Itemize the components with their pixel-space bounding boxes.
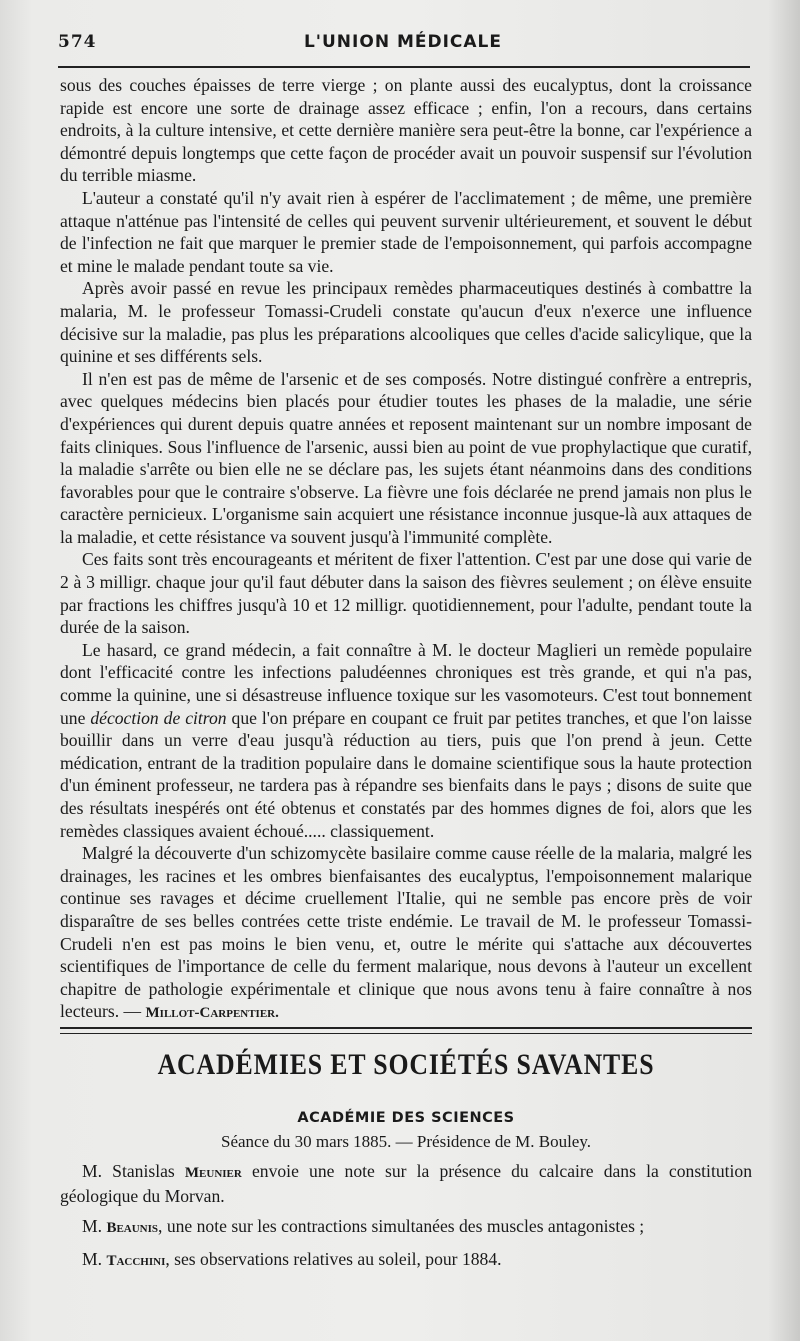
subsection-title: ACADÉMIE DES SCIENCES — [297, 1110, 515, 1126]
paragraph — [60, 277, 752, 367]
text-run: M. Stanislas — [82, 1161, 185, 1181]
text-run: Malgré la découverte d'un schizomycète basilaire comme cause réelle de la malaria, malgré les drainages, les racines et les ombres bienfaisantes des eucalyptus, l'empoisonnement malarique continue ses ravages et décime cruellement l'Italie, qui ne semble pas encore près de voir disparaître de ses belles contrées cette triste endémie. Le travail de M. le professeur Tomassi-Crudeli n'en est pas moins le bien venu, et, outre le mérite qui s'attache aux découvertes scientifiques de l'importance de celle du ferment malarique, nous devons à l'auteur un excellent chapitre de pathologie expérimentale et clinique que nous avons tenu à faire connaître à nos lecteurs. — — [60, 843, 752, 1022]
text-run: sous des couches épaisses de terre vierge ; on plante aussi des eucalyptus, dont la croissance rapide est encore une sorte de drainage assez efficace ; enfin, l'on a recours, dans certains endroits, à la culture intensive, et cette dernière manière sera peut-être la bonne, car l'expérience a démontré depuis longtemps que cette façon de procéder avait un pouvoir suspensif sur l'évolution du terrible miasme. — [60, 75, 752, 186]
paragraph — [60, 187, 752, 277]
smallcaps-name: Meunier — [184, 1165, 242, 1181]
paragraph — [60, 74, 752, 187]
article-body — [60, 74, 752, 1025]
session-line: Séance du 30 mars 1885. — Présidence de M. Bouley. — [221, 1132, 591, 1151]
text-run: Ces faits sont très encourageants et méritent de fixer l'attention. C'est par une dose qui varie de 2 à 3 milligr. chaque jour qu'il faut débuter dans la saison des fièvres seulement ; on élève ensuite par fractions les chiffres jusqu'à 10 et 12 milligr. quotidiennement, pour l'adulte, pendant toute la durée de la saison. — [60, 549, 752, 638]
text-run: M. — [82, 1216, 107, 1237]
paragraph — [60, 639, 752, 842]
page-number: 574 — [58, 32, 97, 52]
paragraph — [60, 1160, 752, 1207]
text-run: L'auteur a constaté qu'il n'y avait rien à espérer de l'acclimatement ; de même, une première attaque n'atténue pas l'intensité de celles qui peuvent survenir ultérieurement, et souvent le début de l'infection ne fait que marquer le premier stade de l'empoisonnement, qui parfois accompagne et mine le malade pendant toute sa vie. — [60, 187, 752, 276]
paragraph — [60, 842, 752, 1025]
text-run: que l'on prépare en coupant ce fruit par petites tranches, et que l'on laisse bouillir dans un verre d'eau jusqu'à réduction au tiers, puis que l'on prend à jeun. Cette médication, entrant de la tradition populaire dans le domaine scientifique sous la haute protection d'un éminent professeur, ne tardera pas à répandre ses bienfaits dans le pays ; disons de suite que des résultats inespérés ont été obtenus et constatés par des hommes dignes de foi, alors que les remèdes classiques avaient échoué..... classiquement. — [60, 707, 752, 841]
text-run: Le hasard, ce grand médecin, a fait connaître à M. le docteur Maglieri un remède populaire dont l'efficacité contre les infections paludéennes chroniques est très grande, et qui n'a pas, comme la quinine, une si désastreuse influence toxique sur les vasomoteurs. C'est tout bonnement une — [60, 639, 752, 728]
text-run: M. — [82, 1248, 107, 1269]
smallcaps-name: Beaunis — [106, 1220, 159, 1237]
smallcaps-name: Tacchini — [106, 1252, 166, 1269]
running-title: L'UNION MÉDICALE — [303, 32, 503, 52]
paragraph — [60, 1215, 752, 1240]
text-run: envoie une note sur la présence du calcaire dans la constitution géologique du Morvan. — [60, 1161, 752, 1206]
academy-notes — [60, 1160, 752, 1280]
text-run: , ses observations relatives au soleil, pour 1884. — [165, 1248, 502, 1269]
section-divider — [60, 1027, 752, 1034]
section-title: ACADÉMIES ET SOCIÉTÉS SAVANTES — [157, 1048, 655, 1081]
italic-text: décoction de citron — [90, 707, 227, 728]
page-header — [58, 28, 748, 58]
paragraph — [60, 368, 752, 549]
text-run: , une note sur les contractions simultanées des muscles antagonistes ; — [158, 1216, 645, 1237]
paragraph — [60, 1248, 752, 1273]
paragraph — [60, 548, 752, 638]
header-rule — [58, 66, 750, 68]
smallcaps-name: Millot-Carpentier. — [145, 1005, 279, 1022]
text-run: Après avoir passé en revue les principaux remèdes pharmaceutiques destinés à combattre la malaria, M. le professeur Tomassi-Crudeli constate qu'aucun d'eux n'exerce une influence décisive sur la maladie, pas plus les préparations alcooliques que celles d'acide salicylique, que la quinine et ses différents sels. — [60, 278, 752, 367]
text-run: Il n'en est pas de même de l'arsenic et de ses composés. Notre distingué confrère a entrepris, avec quelques médecins bien placés pour étudier toutes les phases de la maladie, une série d'expériences qui durent depuis quatre années et reposent maintenant sur un nombre imposant de faits cliniques. Sous l'influence de l'arsenic, aussi bien au point de vue prophylactique que curatif, la maladie s'arrête ou bien elle ne se déclare pas, les sujets étant néanmoins dans des conditions favorables pour que le contraire s'observe. La fièvre une fois déclarée ne prend jamais non plus le caractère pernicieux. L'organisme sain acquiert une résistance inconnue jusque-là aux attaques de la maladie, et cette résistance va souvent jusqu'à l'immunité complète. — [60, 368, 752, 547]
